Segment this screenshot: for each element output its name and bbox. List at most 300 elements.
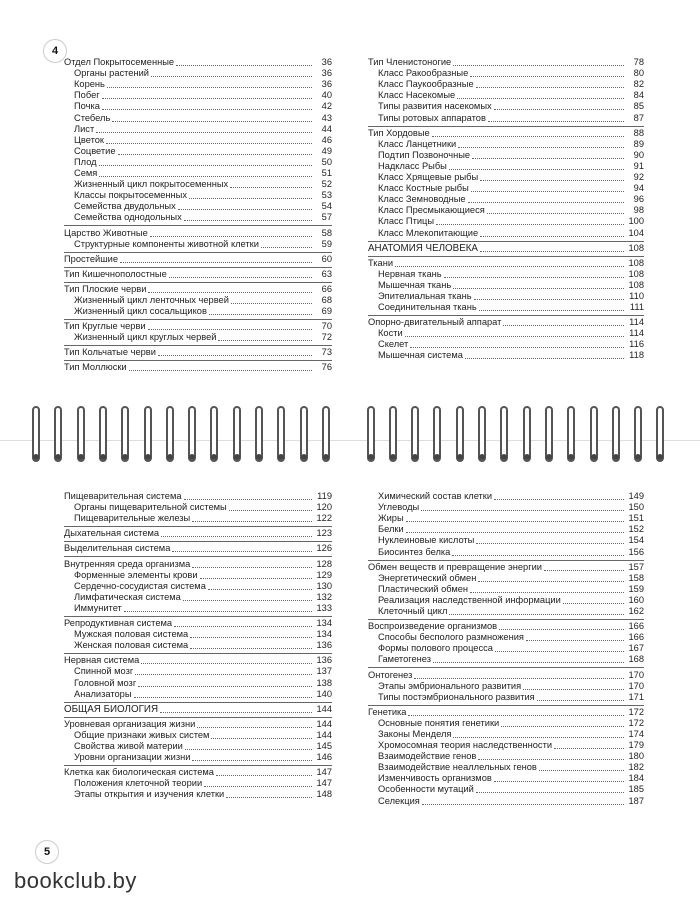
toc-entry-page: 89	[633, 138, 644, 149]
toc-entry-page: 170	[628, 680, 644, 691]
toc-subentry[interactable]	[64, 239, 332, 250]
toc-entry[interactable]	[368, 258, 644, 269]
toc-subentry[interactable]	[368, 502, 644, 513]
spiral-ring-icon	[454, 406, 466, 462]
page-number-4: 4	[44, 40, 66, 62]
spiral-ring-icon	[97, 406, 109, 462]
toc-entry-page: 170	[628, 669, 644, 680]
toc-subentry[interactable]	[368, 773, 644, 784]
toc-entry-page: 88	[633, 127, 644, 138]
toc-entry-title: Генетика	[368, 706, 407, 717]
toc-subentry[interactable]	[64, 640, 332, 651]
toc-entry-page: 179	[628, 740, 644, 751]
toc-subentry[interactable]	[368, 584, 644, 595]
dot-leader	[102, 98, 312, 99]
toc-entry-page: 76	[321, 362, 332, 373]
toc-subentry[interactable]	[368, 546, 644, 557]
spiral-ring-icon	[588, 406, 600, 462]
toc-subentry[interactable]	[64, 179, 332, 190]
toc-page-4	[0, 0, 700, 420]
dot-leader	[141, 663, 312, 664]
toc-entry-title: Форменные элементы крови	[74, 569, 198, 580]
toc-entry-page: 144	[316, 729, 332, 740]
toc-subentry[interactable]	[368, 350, 644, 361]
toc-column-right	[368, 56, 644, 361]
toc-entry-page: 132	[316, 591, 332, 602]
toc-section	[64, 345, 332, 358]
toc-entry-title: Этапы открытия и изучения клетки	[74, 789, 225, 800]
toc-entry-page: 145	[316, 740, 332, 751]
toc-subentry[interactable]	[64, 295, 332, 306]
toc-subentry[interactable]	[64, 677, 332, 688]
toc-entry-page: 149	[628, 491, 644, 502]
toc-entry-title: Жизненный цикл ленточных червей	[74, 294, 229, 305]
toc-subentry[interactable]	[64, 581, 332, 592]
toc-subentry[interactable]	[64, 603, 332, 614]
toc-subentry[interactable]	[64, 689, 332, 700]
toc-entry[interactable]	[64, 347, 332, 358]
toc-entry-title: Законы Менделя	[378, 728, 452, 739]
toc-subentry[interactable]	[368, 328, 644, 339]
toc-subentry[interactable]	[64, 79, 332, 90]
toc-subentry[interactable]	[368, 90, 644, 101]
toc-subentry[interactable]	[64, 168, 332, 179]
toc-subentry[interactable]	[64, 666, 332, 677]
toc-entry[interactable]	[368, 317, 644, 328]
toc-subentry[interactable]	[368, 654, 644, 665]
spiral-ring-icon	[498, 406, 510, 462]
spiral-ring-icon	[365, 406, 377, 462]
dot-leader	[494, 499, 624, 500]
toc-entry-title: Класс Костные рыбы	[378, 183, 469, 194]
toc-entry-page: 36	[321, 68, 332, 79]
toc-entry-page: 100	[628, 216, 644, 227]
toc-section	[368, 667, 644, 702]
toc-entry-title: Корень	[74, 79, 105, 90]
toc-section	[368, 256, 644, 313]
toc-subentry[interactable]	[368, 762, 644, 773]
toc-entry-title: Иммунитет	[74, 602, 122, 613]
dot-leader	[479, 310, 624, 311]
toc-subentry[interactable]	[64, 789, 332, 800]
toc-entry-title: Основные понятия генетики	[378, 717, 500, 728]
toc-entry-title: Царство Животные	[64, 227, 148, 238]
dot-leader	[444, 277, 624, 278]
dot-leader	[129, 370, 312, 371]
dot-leader	[231, 303, 312, 304]
toc-subentry[interactable]	[368, 150, 644, 161]
toc-subentry[interactable]	[368, 302, 644, 313]
toc-subentry[interactable]	[368, 729, 644, 740]
toc-subentry[interactable]	[64, 157, 332, 168]
toc-entry[interactable]	[64, 491, 332, 502]
toc-entry-page: 140	[316, 688, 332, 699]
toc-entry[interactable]	[368, 562, 644, 573]
toc-entry-title: Класс Пресмыкающиеся	[378, 205, 485, 216]
toc-entry-title: Тип Хордовые	[368, 127, 430, 138]
toc-part-heading[interactable]	[368, 243, 644, 254]
toc-entry-title: Пищеварительные железы	[74, 513, 191, 524]
toc-entry-page: 172	[628, 706, 644, 717]
toc-entry-page: 129	[316, 569, 332, 580]
toc-entry-page: 85	[633, 101, 644, 112]
toc-entry[interactable]	[368, 57, 644, 68]
toc-subentry[interactable]	[64, 570, 332, 581]
toc-subentry[interactable]	[64, 730, 332, 741]
toc-subentry[interactable]	[368, 339, 644, 350]
toc-entry-title: Клеточный цикл	[378, 606, 448, 617]
toc-entry-title: Хромосомная теория наследственности	[378, 740, 553, 751]
toc-subentry[interactable]	[368, 795, 644, 806]
toc-entry-page: 119	[317, 491, 332, 502]
toc-section	[64, 556, 332, 613]
toc-entry-page: 114	[629, 328, 644, 339]
toc-entry-page: 96	[633, 194, 644, 205]
toc-subentry[interactable]	[368, 183, 644, 194]
toc-entry-page: 136	[316, 655, 332, 666]
dot-leader	[197, 727, 312, 728]
toc-section	[368, 619, 644, 665]
dot-leader	[184, 499, 312, 500]
toc-entry-title: Этапы эмбрионального развития	[378, 680, 522, 691]
toc-entry-title: Гаметогенез	[378, 654, 431, 665]
dot-leader	[452, 555, 624, 556]
toc-entry-page: 73	[321, 347, 332, 358]
toc-entry-title: Соцветие	[74, 145, 116, 156]
toc-subentry[interactable]	[368, 280, 644, 291]
toc-subentry[interactable]	[64, 212, 332, 223]
toc-entry-title: Жизненный цикл сосальщиков	[74, 306, 207, 317]
toc-entry-title: Семя	[74, 168, 98, 179]
toc-subentry[interactable]	[368, 216, 644, 227]
toc-entry-title: Химический состав клетки	[378, 491, 493, 502]
dot-leader	[457, 98, 624, 99]
dot-leader	[436, 224, 624, 225]
toc-entry-title: Тип Плоские черви	[64, 283, 147, 294]
dot-leader	[470, 76, 624, 77]
toc-column-left	[64, 490, 332, 800]
dot-leader	[124, 611, 312, 612]
toc-subentry[interactable]	[368, 491, 644, 502]
toc-subentry[interactable]	[368, 718, 644, 729]
toc-subentry[interactable]	[64, 68, 332, 79]
toc-entry[interactable]	[64, 543, 332, 554]
toc-entry-title: Головной мозг	[74, 677, 137, 688]
toc-entry-title: Изменчивость организмов	[378, 773, 492, 784]
toc-entry-title: Лист	[74, 123, 95, 134]
toc-entry-page: 168	[628, 654, 644, 665]
toc-entry[interactable]	[368, 707, 644, 718]
toc-entry[interactable]	[64, 57, 332, 68]
toc-subentry[interactable]	[368, 161, 644, 172]
toc-part-heading[interactable]	[64, 704, 332, 715]
dot-leader	[410, 347, 624, 348]
toc-subentry[interactable]	[368, 740, 644, 751]
toc-entry-page: 36	[321, 79, 332, 90]
toc-entry-title: Выделительная система	[64, 543, 171, 554]
toc-entry-page: 60	[321, 253, 332, 264]
toc-subentry[interactable]	[368, 573, 644, 584]
toc-entry[interactable]	[64, 254, 332, 265]
toc-subentry[interactable]	[368, 227, 644, 238]
toc-entry-page: 91	[633, 160, 644, 171]
toc-entry-title: Онтогенез	[368, 669, 413, 680]
toc-entry-page: 36	[321, 57, 332, 68]
dot-leader	[106, 143, 312, 144]
toc-entry-title: Жизненный цикл круглых червей	[74, 332, 217, 343]
dot-leader	[134, 697, 312, 698]
spiral-ring-icon	[75, 406, 87, 462]
toc-entry[interactable]	[64, 321, 332, 332]
toc-section	[368, 126, 644, 239]
toc-entry-title: Репродуктивная система	[64, 618, 173, 629]
toc-section	[368, 56, 644, 124]
toc-subentry[interactable]	[368, 79, 644, 90]
toc-subentry[interactable]	[64, 592, 332, 603]
toc-section	[64, 360, 332, 373]
toc-subentry[interactable]	[64, 135, 332, 146]
toc-subentry[interactable]	[368, 139, 644, 150]
toc-entry[interactable]	[64, 362, 332, 373]
toc-entry-title: Почка	[74, 101, 100, 112]
toc-entry-title: Нуклеиновые кислоты	[378, 535, 475, 546]
toc-subentry[interactable]	[368, 172, 644, 183]
toc-subentry[interactable]	[64, 502, 332, 513]
dot-leader	[503, 325, 624, 326]
dot-leader	[192, 760, 312, 761]
toc-subentry[interactable]	[368, 513, 644, 524]
toc-subentry[interactable]	[368, 101, 644, 112]
spiral-ring-icon	[253, 406, 265, 462]
toc-entry-page: 54	[321, 201, 332, 212]
toc-subentry[interactable]	[368, 643, 644, 654]
toc-entry-page: 82	[633, 79, 644, 90]
toc-entry[interactable]	[64, 655, 332, 666]
toc-subentry[interactable]	[64, 190, 332, 201]
toc-subentry[interactable]	[64, 124, 332, 135]
dot-leader	[218, 340, 312, 341]
toc-entry[interactable]	[64, 767, 332, 778]
toc-entry-page: 51	[321, 168, 332, 179]
toc-entry[interactable]	[368, 128, 644, 139]
dot-leader	[211, 738, 312, 739]
dot-leader	[474, 299, 624, 300]
dot-leader	[183, 600, 312, 601]
dot-leader	[204, 786, 312, 787]
dot-leader	[422, 804, 624, 805]
spiral-ring-icon	[409, 406, 421, 462]
dot-leader	[161, 536, 312, 537]
toc-entry[interactable]	[64, 618, 332, 629]
toc-entry-title: Тип Круглые черви	[64, 321, 146, 332]
toc-section	[64, 490, 332, 524]
dot-leader	[487, 213, 624, 214]
toc-entry-title: Нервная ткань	[378, 268, 442, 279]
dot-leader	[468, 202, 624, 203]
toc-section	[64, 765, 332, 800]
toc-entry-page: 138	[316, 677, 332, 688]
toc-entry-title: Способы бесполого размножения	[378, 632, 524, 643]
toc-entry-title: Типы развития насекомых	[378, 101, 492, 112]
dot-leader	[554, 748, 624, 749]
dot-leader	[176, 65, 312, 66]
toc-subentry[interactable]	[64, 306, 332, 317]
toc-entry-page: 50	[321, 156, 332, 167]
toc-entry-page: 58	[321, 227, 332, 238]
toc-entry-title: Формы полового процесса	[378, 643, 493, 654]
dot-leader	[99, 176, 312, 177]
toc-subentry[interactable]	[64, 741, 332, 752]
toc-subentry[interactable]	[368, 692, 644, 703]
toc-entry-page: 52	[321, 179, 332, 190]
dot-leader	[118, 154, 312, 155]
toc-entry-page: 46	[321, 134, 332, 145]
toc-entry-page: 144	[316, 718, 332, 729]
toc-subentry[interactable]	[368, 681, 644, 692]
dot-leader	[192, 521, 312, 522]
dot-leader	[480, 251, 624, 252]
toc-subentry[interactable]	[368, 194, 644, 205]
toc-subentry[interactable]	[64, 146, 332, 157]
toc-entry[interactable]	[64, 269, 332, 280]
dot-leader	[494, 781, 624, 782]
dot-leader	[432, 136, 624, 137]
page-number-5: 5	[36, 841, 58, 863]
toc-entry-page: 160	[628, 594, 644, 605]
toc-entry-title: Семейства двудольных	[74, 201, 176, 212]
dot-leader	[184, 220, 312, 221]
toc-entry[interactable]	[64, 558, 332, 569]
toc-entry-title: Пищеварительная система	[64, 491, 182, 502]
toc-subentry[interactable]	[64, 513, 332, 524]
toc-entry-page: 98	[633, 205, 644, 216]
toc-entry-page: 166	[628, 621, 644, 632]
toc-entry-page: 128	[316, 558, 332, 569]
toc-subentry[interactable]	[368, 269, 644, 280]
toc-section	[64, 653, 332, 699]
toc-entry[interactable]	[368, 621, 644, 632]
dot-leader	[135, 674, 312, 675]
dot-leader	[537, 700, 624, 701]
toc-subentry[interactable]	[368, 784, 644, 795]
toc-entry-page: 134	[316, 618, 332, 629]
toc-subentry[interactable]	[368, 68, 644, 79]
toc-subentry[interactable]	[368, 535, 644, 546]
toc-entry-title: Нервная система	[64, 655, 140, 666]
toc-entry-page: 94	[633, 183, 644, 194]
toc-subentry[interactable]	[64, 778, 332, 789]
toc-subentry[interactable]	[368, 595, 644, 606]
toc-entry-page: 78	[633, 57, 644, 68]
toc-subentry[interactable]	[368, 632, 644, 643]
toc-entry-page: 130	[316, 580, 332, 591]
toc-entry-page: 44	[321, 123, 332, 134]
toc-subentry[interactable]	[64, 629, 332, 640]
toc-subentry[interactable]	[64, 90, 332, 101]
spiral-ring-icon	[565, 406, 577, 462]
toc-entry-title: Положения клеточной теории	[74, 778, 203, 789]
toc-entry-title: Семейства однодольных	[74, 212, 182, 223]
toc-entry-title: Кости	[378, 328, 403, 339]
toc-entry-title: Дыхательная система	[64, 528, 160, 539]
dot-leader	[158, 355, 312, 356]
toc-entry[interactable]	[64, 719, 332, 730]
toc-entry-page: 43	[321, 112, 332, 123]
toc-subentry[interactable]	[64, 332, 332, 343]
spiral-ring-icon	[52, 406, 64, 462]
dot-leader	[470, 592, 624, 593]
dot-leader	[449, 169, 624, 170]
toc-entry-title: Плод	[74, 156, 97, 167]
toc-entry[interactable]	[64, 284, 332, 295]
toc-entry-title: Жиры	[378, 513, 404, 524]
dot-leader	[216, 775, 312, 776]
toc-entry-title: Подтип Позвоночные	[378, 149, 471, 160]
toc-entry-title: Типы ротовых аппаратов	[378, 112, 486, 123]
toc-subentry[interactable]	[64, 101, 332, 112]
toc-entry-title: Внутренняя среда организма	[64, 558, 191, 569]
spiral-ring-icon	[142, 406, 154, 462]
toc-entry-page: 108	[628, 257, 644, 268]
toc-entry-title: Простейшие	[64, 253, 119, 264]
dot-leader	[472, 158, 624, 159]
toc-entry-title: Тип Кольчатые черви	[64, 347, 156, 358]
dot-leader	[539, 770, 624, 771]
toc-entry-title: Уровневая организация жизни	[64, 718, 196, 729]
dot-leader	[478, 581, 624, 582]
dot-leader	[230, 187, 312, 188]
toc-subentry[interactable]	[368, 291, 644, 302]
dot-leader	[453, 65, 624, 66]
toc-entry-page: 49	[321, 145, 332, 156]
toc-subentry[interactable]	[368, 606, 644, 617]
toc-entry-page: 40	[321, 90, 332, 101]
toc-entry-page: 92	[633, 172, 644, 183]
dot-leader	[453, 737, 624, 738]
toc-subentry[interactable]	[368, 112, 644, 123]
toc-section	[64, 319, 332, 343]
toc-entry-page: 72	[321, 332, 332, 343]
toc-entry-title: Стебель	[74, 112, 111, 123]
toc-subentry[interactable]	[368, 524, 644, 535]
toc-subentry[interactable]	[64, 201, 332, 212]
dot-leader	[395, 266, 624, 267]
dot-leader	[421, 510, 624, 511]
toc-subentry[interactable]	[368, 205, 644, 216]
spiral-ring-icon	[632, 406, 644, 462]
toc-entry-title: Взаимодействие генов	[378, 751, 477, 762]
toc-entry[interactable]	[368, 669, 644, 680]
dot-leader	[169, 277, 312, 278]
toc-section	[368, 241, 644, 254]
dot-leader	[261, 247, 312, 248]
toc-entry[interactable]	[64, 227, 332, 238]
toc-entry-page: 157	[628, 561, 644, 572]
toc-entry-title: Уровни организации жизни	[74, 752, 191, 763]
toc-entry-title: Тип Членистоногие	[368, 57, 452, 68]
toc-entry-page: 159	[628, 583, 644, 594]
dot-leader	[478, 759, 624, 760]
toc-subentry[interactable]	[368, 751, 644, 762]
toc-subentry[interactable]	[64, 112, 332, 123]
toc-entry-page: 123	[316, 528, 332, 539]
toc-entry-page: 133	[316, 602, 332, 613]
dot-leader	[150, 236, 312, 237]
toc-entry[interactable]	[64, 528, 332, 539]
spiral-ring-icon	[654, 406, 666, 462]
toc-entry-page: 84	[633, 90, 644, 101]
toc-subentry[interactable]	[64, 752, 332, 763]
